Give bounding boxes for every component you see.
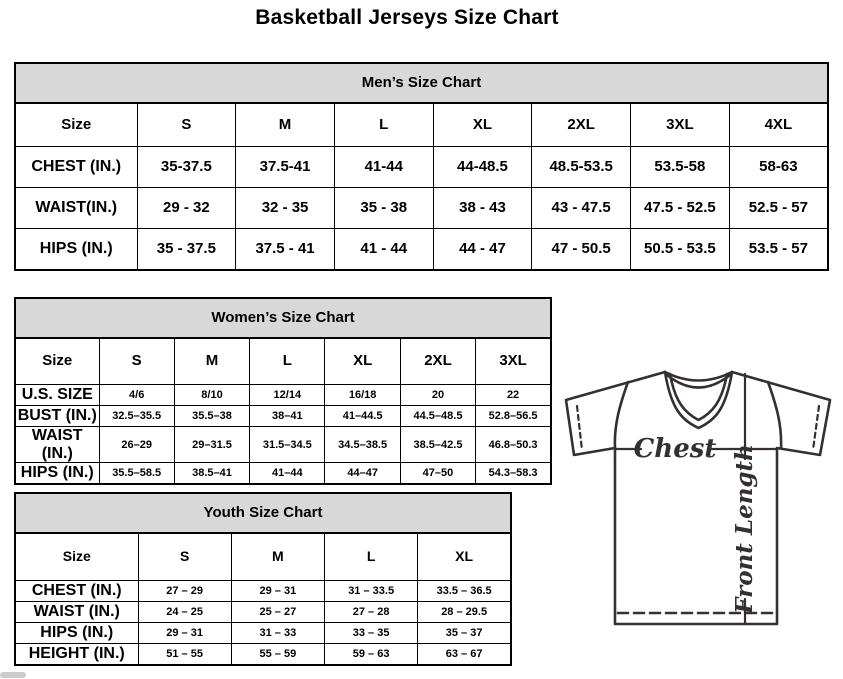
table-cell: 44–47 <box>325 463 400 485</box>
table-cell: 44 - 47 <box>433 229 532 271</box>
column-header: XL <box>433 103 532 147</box>
table-cell: 58-63 <box>729 147 828 188</box>
table-cell: 44-48.5 <box>433 147 532 188</box>
column-header: M <box>174 338 249 385</box>
table-cell: 37.5-41 <box>236 147 335 188</box>
table-cell: 16/18 <box>325 385 400 406</box>
row-label: WAIST(IN.) <box>15 188 137 229</box>
table-cell: 28 – 29.5 <box>418 602 511 623</box>
table-cell: 44.5–48.5 <box>400 406 475 427</box>
column-header: S <box>99 338 174 385</box>
table-cell: 53.5-58 <box>631 147 730 188</box>
table-cell: 54.3–58.3 <box>476 463 551 485</box>
youth-size-header-row <box>15 533 511 581</box>
youth-height-row <box>15 644 511 666</box>
column-header: 2XL <box>400 338 475 385</box>
column-header: 3XL <box>631 103 730 147</box>
youth-chart-title: Youth Size Chart <box>15 493 511 533</box>
table-cell: 33 – 35 <box>325 623 418 644</box>
size-column-header: Size <box>15 338 99 385</box>
table-cell: 63 – 67 <box>418 644 511 666</box>
size-column-header: Size <box>15 103 137 147</box>
table-cell: 52.5 - 57 <box>729 188 828 229</box>
table-cell: 35.5–58.5 <box>99 463 174 485</box>
mens-size-header-row <box>15 103 828 147</box>
table-cell: 50.5 - 53.5 <box>631 229 730 271</box>
column-header: S <box>137 103 236 147</box>
table-cell: 43 - 47.5 <box>532 188 631 229</box>
womens-chart-title-row <box>15 298 551 338</box>
table-cell: 41-44 <box>334 147 433 188</box>
table-cell: 35 - 38 <box>334 188 433 229</box>
womens-size-chart-table <box>14 297 552 485</box>
row-label: CHEST (IN.) <box>15 147 137 188</box>
youth-chart-title-row <box>15 493 511 533</box>
left-sleeve-hem-dashed-line <box>577 406 582 450</box>
column-header: 3XL <box>476 338 551 385</box>
column-header: 2XL <box>532 103 631 147</box>
table-cell: 35.5–38 <box>174 406 249 427</box>
table-cell: 22 <box>476 385 551 406</box>
table-cell: 35 – 37 <box>418 623 511 644</box>
table-cell: 34.5–38.5 <box>325 427 400 463</box>
front-length-measurement-label: Front Length <box>731 444 758 614</box>
row-label: U.S. SIZE <box>15 385 99 406</box>
column-header: L <box>250 338 325 385</box>
youth-waist-row <box>15 602 511 623</box>
youth-chest-row <box>15 581 511 602</box>
table-cell: 53.5 - 57 <box>729 229 828 271</box>
mens-waist-row <box>15 188 828 229</box>
column-header: M <box>231 533 324 581</box>
table-cell: 55 – 59 <box>231 644 324 666</box>
table-cell: 27 – 29 <box>138 581 231 602</box>
womens-chart-title: Women’s Size Chart <box>15 298 551 338</box>
row-label: HIPS (IN.) <box>15 229 137 271</box>
left-armhole-seam <box>615 382 628 448</box>
table-cell: 59 – 63 <box>325 644 418 666</box>
table-cell: 29 – 31 <box>138 623 231 644</box>
mens-size-chart-table <box>14 62 829 271</box>
row-label: HIPS (IN.) <box>15 623 138 644</box>
column-header: XL <box>325 338 400 385</box>
womens-us-size-row <box>15 385 551 406</box>
table-cell: 48.5-53.5 <box>532 147 631 188</box>
table-cell: 35 - 37.5 <box>137 229 236 271</box>
table-cell: 41–44 <box>250 463 325 485</box>
column-header: S <box>138 533 231 581</box>
table-cell: 37.5 - 41 <box>236 229 335 271</box>
table-cell: 47 - 50.5 <box>532 229 631 271</box>
table-cell: 38.5–42.5 <box>400 427 475 463</box>
womens-waist-row <box>15 427 551 463</box>
right-armhole-seam <box>768 382 781 448</box>
table-cell: 25 – 27 <box>231 602 324 623</box>
table-cell: 38–41 <box>250 406 325 427</box>
column-header: L <box>325 533 418 581</box>
youth-hips-row <box>15 623 511 644</box>
right-sleeve-hem-dashed-line <box>813 406 819 450</box>
column-header: 4XL <box>729 103 828 147</box>
table-cell: 27 – 28 <box>325 602 418 623</box>
table-cell: 38.5–41 <box>174 463 249 485</box>
table-cell: 35-37.5 <box>137 147 236 188</box>
row-label: WAIST (IN.) <box>15 602 138 623</box>
womens-bust-row <box>15 406 551 427</box>
table-cell: 52.8–56.5 <box>476 406 551 427</box>
size-column-header: Size <box>15 533 138 581</box>
column-header: L <box>334 103 433 147</box>
table-cell: 29 – 31 <box>231 581 324 602</box>
row-label: CHEST (IN.) <box>15 581 138 602</box>
table-cell: 38 - 43 <box>433 188 532 229</box>
horizontal-scrollbar-thumb[interactable] <box>0 672 26 678</box>
row-label: HEIGHT (IN.) <box>15 644 138 666</box>
jersey-outline <box>566 372 830 624</box>
table-cell: 41 - 44 <box>334 229 433 271</box>
table-cell: 31 – 33.5 <box>325 581 418 602</box>
table-cell: 41–44.5 <box>325 406 400 427</box>
mens-hips-row <box>15 229 828 271</box>
table-cell: 47.5 - 52.5 <box>631 188 730 229</box>
table-cell: 12/14 <box>250 385 325 406</box>
row-label: HIPS (IN.) <box>15 463 99 485</box>
row-label: BUST (IN.) <box>15 406 99 427</box>
youth-size-chart-table <box>14 492 512 666</box>
table-cell: 31 – 33 <box>231 623 324 644</box>
table-cell: 46.8–50.3 <box>476 427 551 463</box>
table-cell: 47–50 <box>400 463 475 485</box>
column-header: XL <box>418 533 511 581</box>
table-cell: 29–31.5 <box>174 427 249 463</box>
jersey-measurement-diagram <box>558 362 843 662</box>
table-cell: 32.5–35.5 <box>99 406 174 427</box>
jersey-diagram-icon <box>558 362 843 662</box>
mens-chest-row <box>15 147 828 188</box>
column-header: M <box>236 103 335 147</box>
table-cell: 32 - 35 <box>236 188 335 229</box>
womens-size-header-row <box>15 338 551 385</box>
table-cell: 26–29 <box>99 427 174 463</box>
table-cell: 51 – 55 <box>138 644 231 666</box>
table-cell: 33.5 – 36.5 <box>418 581 511 602</box>
page-title: Basketball Jerseys Size Chart <box>255 6 559 29</box>
table-cell: 31.5–34.5 <box>250 427 325 463</box>
table-cell: 4/6 <box>99 385 174 406</box>
table-cell: 20 <box>400 385 475 406</box>
mens-chart-title-row <box>15 63 828 103</box>
mens-chart-title: Men’s Size Chart <box>15 63 828 103</box>
chest-measurement-label: Chest <box>633 434 717 464</box>
row-label: WAIST (IN.) <box>15 427 99 463</box>
womens-hips-row <box>15 463 551 485</box>
table-cell: 29 - 32 <box>137 188 236 229</box>
table-cell: 24 – 25 <box>138 602 231 623</box>
table-cell: 8/10 <box>174 385 249 406</box>
